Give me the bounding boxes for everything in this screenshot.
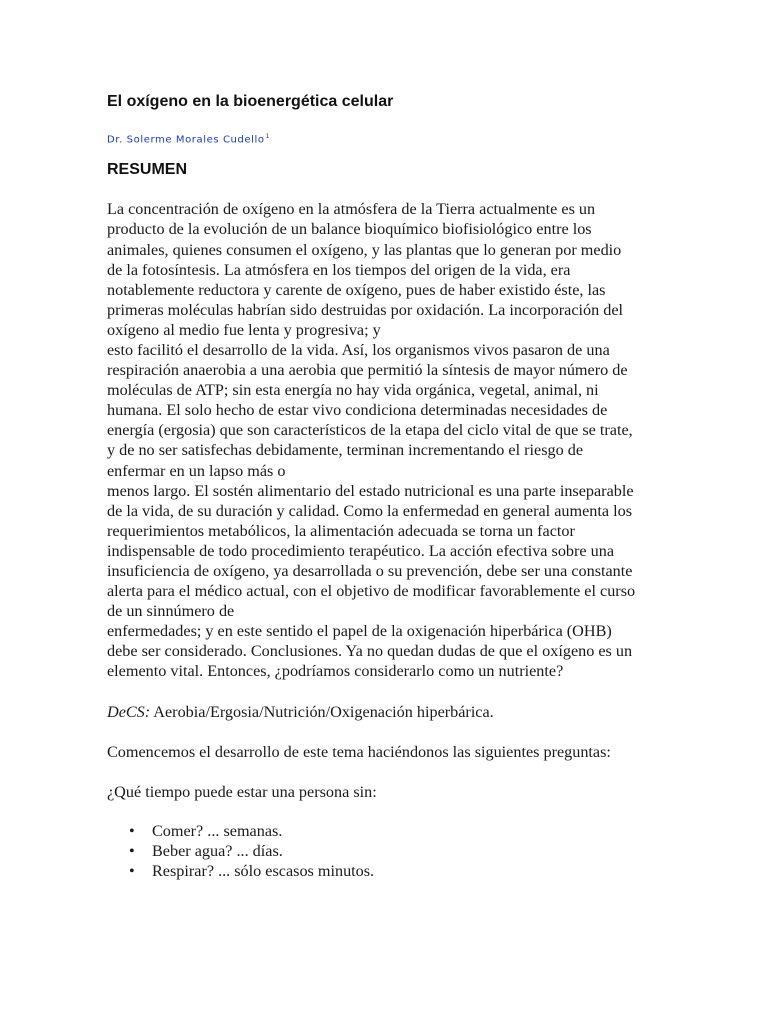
decs-terms: Aerobia/Ergosia/Nutrición/Oxigenación hiperbárica. bbox=[150, 702, 494, 721]
abstract-line: energía (ergosia) que son característicos de la etapa del ciclo vital de que se trate, bbox=[107, 421, 633, 440]
abstract-line: de la vida, de su duración y calidad. Como la enfermedad en general aumenta los bbox=[107, 501, 632, 520]
abstract-line: animales, quienes consumen el oxígeno, y las plantas que lo generan por medio bbox=[107, 240, 622, 259]
list-item bbox=[107, 821, 667, 841]
abstract-line: elemento vital. Entonces, ¿podríamos considerarlo como un nutriente? bbox=[107, 662, 564, 681]
bullet-icon: • bbox=[129, 821, 135, 840]
abstract-line: menos largo. El sostén alimentario del estado nutricional es una parte inseparable bbox=[107, 481, 634, 500]
intro-paragraph: Comencemos el desarrollo de este tema haciéndonos las siguientes preguntas: bbox=[107, 742, 611, 761]
author-byline bbox=[107, 130, 667, 147]
abstract-line: primeras moléculas habrían sido destruidas por oxidación. La incorporación del bbox=[107, 300, 624, 319]
abstract-line: La concentración de oxígeno en la atmósfera de la Tierra actualmente es un bbox=[107, 200, 596, 219]
author-link[interactable]: Dr. Solerme Morales Cudello bbox=[107, 134, 265, 146]
decs-keywords bbox=[107, 702, 667, 722]
bullet-icon: • bbox=[129, 841, 135, 860]
abstract-line: de la fotosíntesis. La atmósfera en los tiempos del origen de la vida, era bbox=[107, 260, 571, 279]
list-item bbox=[107, 841, 667, 861]
abstract-line: requerimientos metabólicos, la alimentación adecuada se torna un factor bbox=[107, 521, 575, 540]
author-footnote-marker: 1 bbox=[265, 133, 271, 140]
bullet-icon: • bbox=[129, 862, 135, 881]
abstract-heading: RESUMEN bbox=[107, 161, 188, 179]
abstract-line: debe ser considerado. Conclusiones. Ya no quedan dudas de que el oxígeno es un bbox=[107, 642, 633, 661]
list-item-text: Respirar? ... sólo escasos minutos. bbox=[152, 862, 375, 881]
document-page bbox=[107, 92, 667, 881]
abstract-line: y de no ser satisfechas debidamente, terminan incrementando el riesgo de bbox=[107, 441, 584, 460]
abstract-line: alerta para el médico actual, con el objetivo de modificar favorablemente el curso bbox=[107, 582, 636, 601]
abstract-line: humana. El solo hecho de estar vivo condiciona determinadas necesidades de bbox=[107, 401, 608, 420]
abstract-line: insuficiencia de oxígeno, ya desarrollada o su prevención, debe ser una constante bbox=[107, 562, 633, 581]
abstract-line: enfermedades; y en este sentido el papel de la oxigenación hiperbárica (OHB) bbox=[107, 622, 612, 641]
abstract-line: moléculas de ATP; sin esta energía no hay vida orgánica, vegetal, animal, ni bbox=[107, 381, 599, 400]
abstract-line: de un sinnúmero de bbox=[107, 602, 235, 621]
answers-list bbox=[107, 821, 667, 881]
decs-label: DeCS: bbox=[107, 702, 151, 721]
abstract-line: esto facilitó el desarrollo de la vida. Así, los organismos vivos pasaron de una bbox=[107, 340, 610, 359]
abstract-line: respiración anaerobia a una aerobia que permitió la síntesis de mayor número de bbox=[107, 361, 628, 380]
article-title: El oxígeno en la bioenergética celular bbox=[107, 93, 394, 110]
list-item-text: Beber agua? ... días. bbox=[152, 841, 283, 860]
abstract-line: indispensable de todo procedimiento terapéutico. La acción efectiva sobre una bbox=[107, 541, 615, 560]
abstract-line: enfermar en un lapso más o bbox=[107, 461, 286, 480]
abstract-line: oxígeno al medio fue lenta y progresiva; y bbox=[107, 320, 381, 339]
abstract-line: notablemente reductora y carente de oxígeno, pues de haber existido éste, las bbox=[107, 280, 606, 299]
abstract-line: producto de la evolución de un balance bioquímico biofisiológico entre los bbox=[107, 220, 592, 239]
abstract-body bbox=[107, 199, 667, 681]
question-paragraph: ¿Qué tiempo puede estar una persona sin: bbox=[107, 782, 377, 801]
list-item-text: Comer? ... semanas. bbox=[152, 821, 283, 840]
list-item bbox=[107, 861, 667, 881]
